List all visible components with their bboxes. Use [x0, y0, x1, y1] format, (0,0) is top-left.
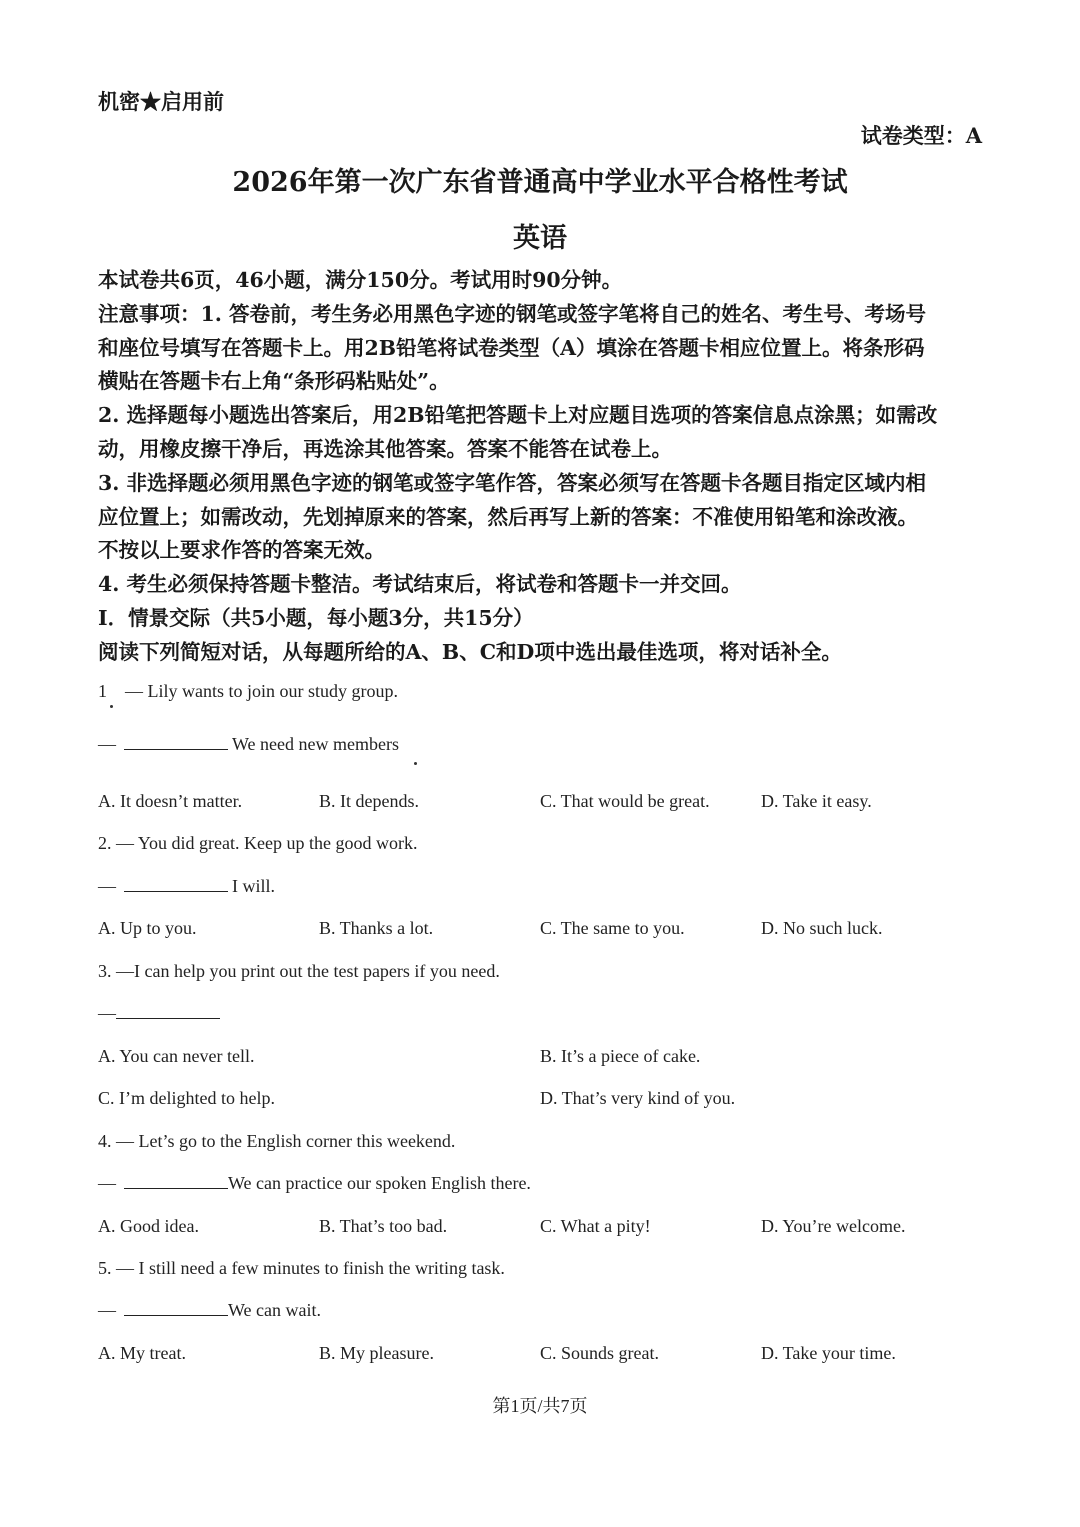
response-text: We need new members [232, 734, 399, 754]
exam-title: 2026年第一次广东省普通高中学业水平合格性考试 [232, 167, 848, 198]
response-text: We can wait. [228, 1300, 322, 1320]
question-3-prompt: 3. —I can help you print out the test papers if you need. [98, 961, 500, 981]
dash: — [98, 1173, 116, 1193]
option-d: D. You’re welcome. [761, 1216, 906, 1236]
instruction-line: 应位置上；如需改动，先划掉原来的答案，然后再写上新的答案：不准使用铅笔和涂改液。 [98, 504, 918, 529]
question-1-response [98, 734, 399, 755]
option-d: D. Take your time. [761, 1343, 896, 1363]
instruction-line: 2. 选择题每小题选出答案后，用2B铅笔把答题卡上对应题目选项的答案信息点涂黑；如需改 [98, 403, 938, 428]
question-5-response [98, 1300, 321, 1321]
option-d: D. That’s very kind of you. [540, 1088, 736, 1108]
answer-blank [124, 1174, 228, 1189]
option-d: D. No such luck. [761, 918, 883, 938]
instruction-line: 横贴在答题卡右上角“条形码粘贴处”。 [98, 369, 450, 394]
instruction-line: 动，用橡皮擦干净后，再选涂其他答案。答案不能答在试卷上。 [98, 436, 672, 461]
response-text: We can practice our spoken English there. [228, 1173, 531, 1193]
option-b: B. It’s a piece of cake. [540, 1046, 701, 1066]
option-c: C. That would be great. [540, 791, 710, 811]
instructions [98, 264, 984, 670]
dash: — [98, 876, 116, 896]
response-text: I will. [232, 876, 275, 896]
page-number: 第1页/共7页 [492, 1396, 588, 1416]
instruction-line: 不按以上要求作答的答案无效。 [98, 538, 385, 563]
dash: — [98, 1003, 116, 1023]
option-d: D. Take it easy. [761, 791, 872, 811]
option-a: A. You can never tell. [98, 1046, 255, 1066]
section-directions: 阅读下列简短对话，从每题所给的A、B、C和D项中选出最佳选项，将对话补全。 [98, 639, 842, 664]
question-2-prompt: 2. — You did great. Keep up the good work. [98, 833, 418, 853]
instruction-line: 和座位号填写在答题卡上。用2B铅笔将试卷类型（A）填涂在答题卡相应位置上。将条形码 [98, 335, 925, 360]
question-2-response [98, 876, 275, 897]
option-c: C. What a pity! [540, 1216, 651, 1236]
answer-blank [124, 1301, 228, 1316]
dash: — [98, 734, 116, 754]
option-b: B. It depends. [319, 791, 419, 811]
option-a: A. Good idea. [98, 1216, 199, 1236]
option-a: A. Up to you. [98, 918, 197, 938]
answer-blank [124, 877, 228, 892]
stray-dot [110, 705, 113, 708]
option-c: C. Sounds great. [540, 1343, 659, 1363]
option-a: A. My treat. [98, 1343, 186, 1363]
question-4-response [98, 1173, 531, 1194]
option-b: B. My pleasure. [319, 1343, 434, 1363]
option-c: C. I’m delighted to help. [98, 1088, 275, 1108]
question-5-prompt: 5. — I still need a few minutes to finish the writing task. [98, 1258, 505, 1278]
instruction-line: 注意事项：1. 答卷前，考生务必用黑色字迹的钢笔或签字笔将自己的姓名、考生号、考场号 [98, 301, 927, 326]
instruction-line: 本试卷共6页，46小题，满分150分。考试用时90分钟。 [98, 268, 623, 292]
question-1-prompt: 1 — Lily wants to join our study group. [98, 681, 398, 701]
paper-type-label: 试卷类型：A [860, 123, 982, 148]
question-4-prompt: 4. — Let’s go to the English corner this weekend. [98, 1131, 456, 1151]
option-b: B. That’s too bad. [319, 1216, 448, 1236]
answer-blank [124, 735, 228, 750]
dash: — [98, 1300, 116, 1320]
stray-dot [414, 762, 417, 765]
option-a: A. It doesn’t matter. [98, 791, 243, 811]
answer-blank [116, 1004, 220, 1019]
confidential-label: 机密★启用前 [98, 89, 224, 114]
option-b: B. Thanks a lot. [319, 918, 434, 938]
option-c: C. The same to you. [540, 918, 685, 938]
section-heading: Ⅰ．情景交际（共5小题，每小题3分，共15分） [98, 605, 534, 630]
question-3-response [98, 1003, 224, 1024]
instruction-line: 4. 考生必须保持答题卡整洁。考试结束后，将试卷和答题卡一并交回。 [98, 572, 742, 597]
subject-title: 英语 [513, 223, 567, 254]
instruction-line: 3. 非选择题必须用黑色字迹的钢笔或签字笔作答，答案必须写在答题卡各题目指定区域内相 [98, 470, 927, 495]
